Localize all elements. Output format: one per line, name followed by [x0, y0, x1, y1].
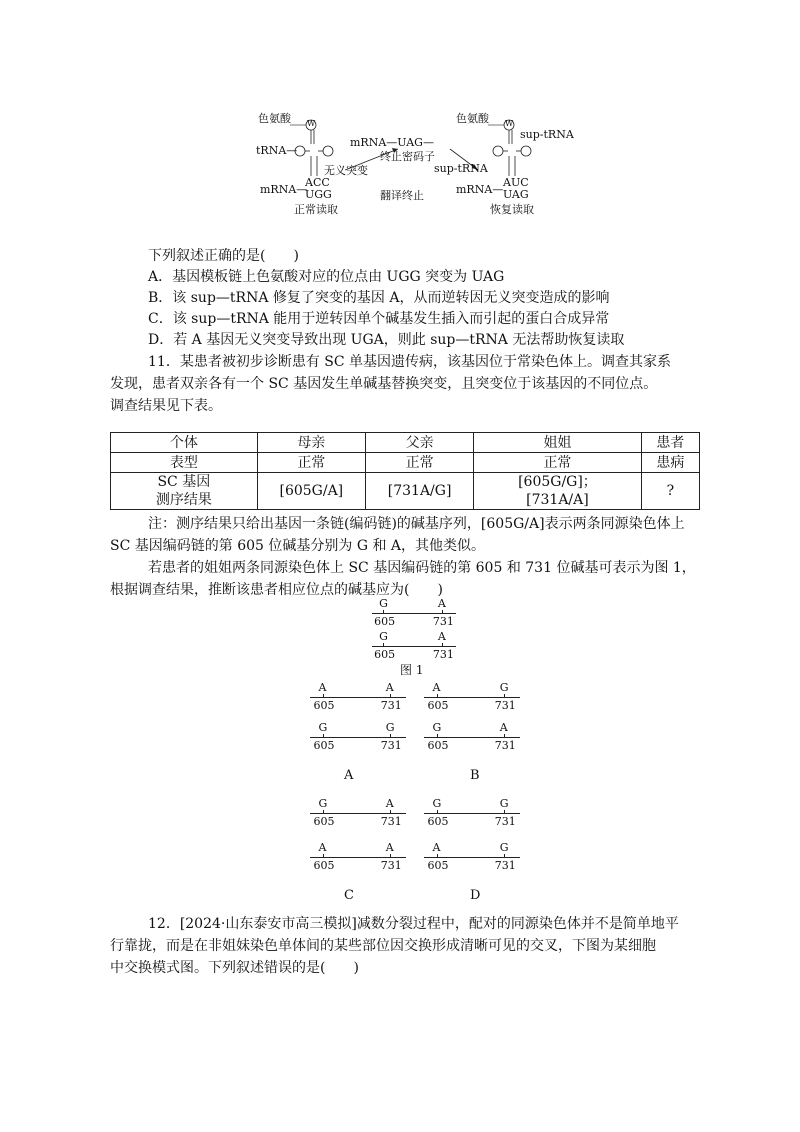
position-label: 731 [494, 739, 516, 752]
normal-read-label: 正常读取 [294, 203, 338, 216]
w-left-label: W [307, 119, 316, 128]
q10-option-c: C．该 sup—tRNA 能用于逆转因单个碱基发生插入而引起的蛋白合成异常 [148, 311, 610, 327]
table-cell: 患病 [641, 453, 699, 473]
fig1-caption: 图 1 [400, 663, 424, 677]
trp-left-label: 色氨酸 [258, 112, 291, 125]
chromosome-strand-line [424, 737, 520, 738]
position-label: 731 [380, 699, 402, 712]
table-cell: 正常 [257, 453, 365, 473]
q10-option-a: A．基因模板链上色氨酸对应的位点由 UGG 突变为 UAG [148, 269, 505, 285]
base-label: A [432, 681, 441, 694]
chromosome-strand-line [310, 813, 406, 814]
q11-note2: SC 基因编码链的第 605 位碱基分别为 G 和 A，其他类似。 [110, 538, 486, 554]
chromosome-strand-line [310, 857, 406, 858]
table-cell: ? [641, 473, 699, 510]
chromosome-strand-line [424, 697, 520, 698]
table-cell: 正常 [365, 453, 473, 473]
auc-label: AUC [503, 176, 529, 189]
q10-option-b: B．该 sup—tRNA 修复了突变的基因 A，从而逆转因无义突变造成的影响 [148, 290, 610, 306]
base-label: A [499, 721, 508, 734]
table-row [111, 433, 700, 453]
position-label: 731 [380, 859, 402, 872]
base-label: G [499, 841, 509, 854]
chromosome-strand-line [424, 813, 520, 814]
base-label: G [499, 681, 509, 694]
restore-read-label: 恢复读取 [490, 203, 534, 216]
base-label: A [385, 841, 394, 854]
position-label: 731 [432, 648, 454, 661]
acc-label: ACC [305, 176, 330, 189]
position-label: 605 [427, 699, 449, 712]
uag-label: UAG [503, 188, 529, 201]
nonsense-label: 无义突变 [324, 164, 368, 177]
position-label: 605 [313, 815, 335, 828]
base-label: G [385, 721, 395, 734]
sister-result-a: [605G/G]； [518, 474, 597, 490]
q11-line2: 发现，患者双亲各有一个 SC 基因发生单碱基替换突变，且突变位于该基因的不同位点。 [110, 376, 658, 392]
sequencing-result-label: 测序结果 [155, 492, 212, 508]
position-label: 605 [374, 648, 396, 661]
position-label: 731 [432, 615, 454, 628]
mrna-left-label: mRNA— [260, 183, 308, 196]
base-label: G [432, 797, 442, 810]
q11-note1: 注：测序结果只给出基因一条链(编码链)的碱基序列，[605G/A]表示两条同源染色体上 [148, 516, 685, 532]
position-label: 731 [494, 699, 516, 712]
base-label: A [318, 681, 327, 694]
q12-line1: 12．[2024·山东泰安市高三模拟]减数分裂过程中，配对的同源染色体并不是简单地平 [148, 916, 679, 932]
base-label: A [385, 681, 394, 694]
q11-line1: 11．某患者被初步诊断患有 SC 单基因遗传病，该基因位于常染色体上。调查其家系 [148, 354, 672, 370]
table-cell: [731A/G] [365, 473, 473, 510]
option-b-gene [424, 680, 520, 760]
option-c-gene [310, 796, 406, 884]
table-cell: 表型 [111, 453, 258, 473]
option-a-gene [310, 680, 406, 760]
sister-result-b: [731A/A] [526, 492, 589, 508]
position-label: 605 [313, 739, 335, 752]
w-right-label: W [505, 119, 514, 128]
q12-line2: 行靠拢，而是在非姐妹染色单体间的某些部位因交换形成清晰可见的交叉，下图为某细胞 [110, 938, 656, 954]
base-label: A [385, 797, 394, 810]
option-b-label: B [470, 768, 480, 783]
mrna-right-label: mRNA— [456, 183, 504, 196]
chromosome-strand-line [310, 697, 406, 698]
position-label: 731 [380, 815, 402, 828]
chromosome-strand-line [310, 737, 406, 738]
base-label: G [318, 721, 328, 734]
ugg-label: UGG [305, 188, 332, 201]
base-label: A [432, 841, 441, 854]
trp-right-label: 色氨酸 [456, 112, 489, 125]
table-cell: 母亲 [257, 433, 365, 453]
position-label: 605 [427, 739, 449, 752]
q11-question2: 根据调查结果，推断该患者相应位点的碱基应为( ) [110, 582, 443, 598]
table-cell: 姐姐 [474, 433, 641, 453]
q11-question1: 若患者的姐姐两条同源染色体上 SC 基因编码链的第 605 和 731 位碱基可表示为图 1， [148, 560, 696, 576]
position-label: 731 [494, 859, 516, 872]
base-label: A [437, 597, 446, 610]
chromosome-strand-line [372, 646, 456, 647]
trna-diagram [250, 104, 574, 216]
base-label: G [499, 797, 509, 810]
table-cell: 患者 [641, 433, 699, 453]
chromosome-strand-line [372, 613, 456, 614]
chromosome-strand-line [424, 857, 520, 858]
base-label: G [318, 797, 328, 810]
table-row [111, 473, 700, 510]
q11-line3: 调查结果见下表。 [110, 398, 222, 414]
table-cell: 父亲 [365, 433, 473, 453]
option-a-label: A [344, 768, 354, 783]
translation-stop-label: 翻译终止 [380, 189, 424, 202]
mrna-uag-label: mRNA—UAG— [350, 136, 434, 149]
table-cell: 个体 [111, 433, 258, 453]
fig1-gene [372, 596, 456, 662]
position-label: 605 [313, 699, 335, 712]
q10-option-d: D．若 A 基因无义突变导致出现 UGA，则此 sup—tRNA 无法帮助恢复读取 [148, 332, 625, 348]
table-cell: 正常 [474, 453, 641, 473]
table-row [111, 453, 700, 473]
base-label: G [432, 721, 442, 734]
trna-left-label: tRNA— [256, 144, 298, 157]
table-cell [111, 473, 258, 510]
q10-stem: 下列叙述正确的是( ) [148, 248, 299, 264]
base-label: G [379, 597, 388, 610]
sup-trna-mid-label: sup-tRNA [434, 162, 488, 175]
option-d-gene [424, 796, 520, 884]
table-cell [474, 473, 641, 510]
position-label: 605 [374, 615, 396, 628]
sc-gene-label: SC 基因 [157, 474, 211, 490]
q12-line3: 中交换模式图。下列叙述错误的是( ) [110, 960, 359, 976]
position-label: 605 [427, 859, 449, 872]
sup-trna-right-label: sup-tRNA [520, 128, 574, 141]
stop-codon-label: 终止密码子 [380, 150, 435, 163]
base-label: A [437, 630, 446, 643]
position-label: 605 [427, 815, 449, 828]
position-label: 731 [494, 815, 516, 828]
option-d-label: D [470, 888, 481, 903]
position-label: 731 [380, 739, 402, 752]
table-cell: [605G/A] [257, 473, 365, 510]
base-label: G [379, 630, 388, 643]
base-label: A [318, 841, 327, 854]
position-label: 605 [313, 859, 335, 872]
sc-gene-table [110, 432, 700, 510]
option-c-label: C [344, 888, 354, 903]
